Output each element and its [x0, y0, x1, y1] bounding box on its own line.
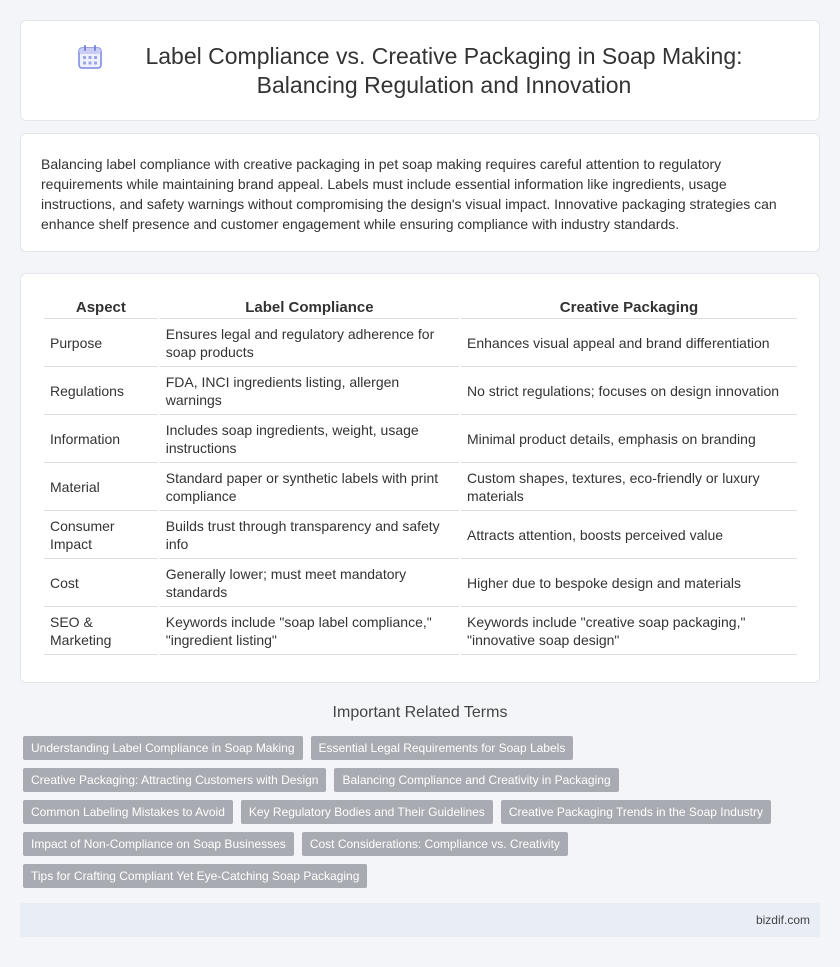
related-term-tag[interactable]: Understanding Label Compliance in Soap Making	[23, 736, 303, 760]
related-term-tag[interactable]: Creative Packaging Trends in the Soap Industry	[501, 800, 771, 824]
table-header-row	[44, 294, 797, 319]
related-terms-list	[23, 736, 813, 896]
related-term-tag[interactable]: Common Labeling Mistakes to Avoid	[23, 800, 233, 824]
cell-aspect: SEO & Marketing	[44, 607, 158, 655]
cell-label-compliance: Generally lower; must meet mandatory standards	[160, 559, 459, 607]
header-label-compliance: Label Compliance	[160, 294, 459, 319]
table-row	[44, 415, 797, 463]
page-title: Label Compliance vs. Creative Packaging in Soap Making: Balancing Regulation and Innovation	[145, 42, 743, 98]
comparison-card	[20, 273, 820, 683]
cell-label-compliance: Builds trust through transparency and safety info	[160, 511, 459, 559]
comparison-table	[42, 294, 799, 655]
intro-text: Balancing label compliance with creative packaging in pet soap making requires careful attention to regulatory requirements while maintaining brand appeal. Labels must include essential information like ingredients, usage instructions, and safety warnings without compromising the design's visual impact. Innovative packaging strategies can enhance shelf presence and customer engagement while ensuring compliance with industry standards.	[41, 156, 777, 232]
table-row	[44, 607, 797, 655]
cell-creative-packaging: No strict regulations; focuses on design innovation	[461, 367, 797, 415]
cell-creative-packaging: Minimal product details, emphasis on branding	[461, 415, 797, 463]
cell-label-compliance: Ensures legal and regulatory adherence for soap products	[160, 319, 459, 367]
related-term-tag[interactable]: Creative Packaging: Attracting Customers with Design	[23, 768, 326, 792]
cell-creative-packaging: Attracts attention, boosts perceived value	[461, 511, 797, 559]
cell-aspect: Purpose	[44, 319, 158, 367]
cell-creative-packaging: Enhances visual appeal and brand differentiation	[461, 319, 797, 367]
cell-creative-packaging: Higher due to bespoke design and materials	[461, 559, 797, 607]
header-creative-packaging: Creative Packaging	[461, 294, 797, 319]
cell-label-compliance: FDA, INCI ingredients listing, allergen warnings	[160, 367, 459, 415]
related-term-tag[interactable]: Impact of Non-Compliance on Soap Businesses	[23, 832, 294, 856]
header-card	[20, 20, 820, 121]
cell-aspect: Cost	[44, 559, 158, 607]
related-term-tag[interactable]: Key Regulatory Bodies and Their Guidelines	[241, 800, 493, 824]
header-aspect: Aspect	[44, 294, 158, 319]
table-row	[44, 511, 797, 559]
cell-label-compliance: Standard paper or synthetic labels with print compliance	[160, 463, 459, 511]
calendar-icon	[76, 43, 104, 71]
related-term-tag[interactable]: Balancing Compliance and Creativity in Packaging	[334, 768, 618, 792]
cell-aspect: Consumer Impact	[44, 511, 158, 559]
cell-creative-packaging: Custom shapes, textures, eco-friendly or luxury materials	[461, 463, 797, 511]
intro-card	[20, 133, 820, 252]
related-terms-heading: Important Related Terms	[332, 704, 508, 721]
related-term-tag[interactable]: Cost Considerations: Compliance vs. Creativity	[302, 832, 568, 856]
table-row	[44, 319, 797, 367]
cell-aspect: Regulations	[44, 367, 158, 415]
cell-aspect: Material	[44, 463, 158, 511]
cell-label-compliance: Keywords include "soap label compliance," "ingredient listing"	[160, 607, 459, 655]
table-row	[44, 367, 797, 415]
related-term-tag[interactable]: Tips for Crafting Compliant Yet Eye-Catching Soap Packaging	[23, 864, 367, 888]
footer-site-link[interactable]: bizdif.com	[755, 913, 810, 927]
cell-aspect: Information	[44, 415, 158, 463]
related-term-tag[interactable]: Essential Legal Requirements for Soap Labels	[311, 736, 574, 760]
footer	[20, 903, 820, 937]
table-row	[44, 463, 797, 511]
cell-creative-packaging: Keywords include "creative soap packaging," "innovative soap design"	[461, 607, 797, 655]
table-row	[44, 559, 797, 607]
cell-label-compliance: Includes soap ingredients, weight, usage instructions	[160, 415, 459, 463]
